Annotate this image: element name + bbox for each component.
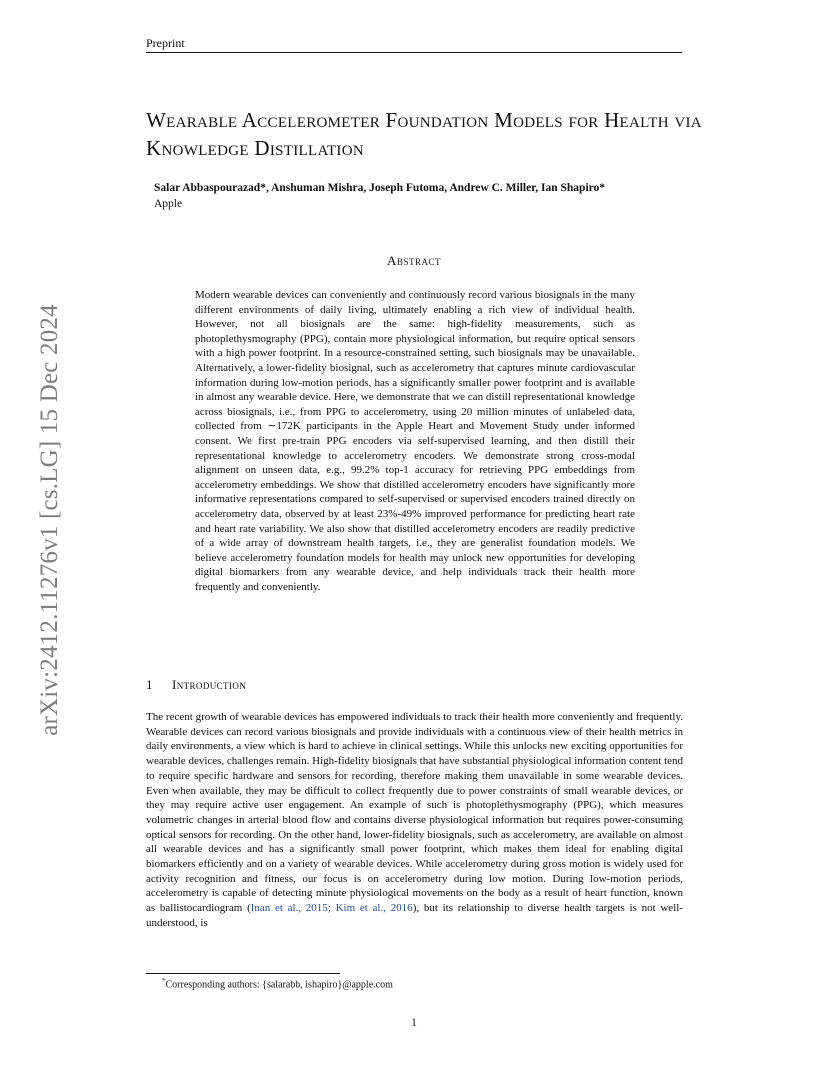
abstract-body: Modern wearable devices can conveniently and continuously record various biosignals in the many different environments of daily living, ultimately enabling a rich view of individual health. However, not all biosignals are the same: high-fidelity measurements, such as photoplethysmography (PPG), contain more physiological information, but require optical sensors with a high power footprint. In a resource-constrained setting, such biosignals may be unavailable. Alternatively, a lower-fidelity biosignal, such as accelerometry that captures minute cardiovascular information during low-motion periods, has a significantly smaller power footprint and is available in almost any wearable device. Here, we demonstrate that we can distill representational knowledge across biosignals, i.e., from PPG to accelerometry, using 20 million minutes of unlabeled data, collected from ∼172K participants in the Apple Heart and Movement Study under informed consent. We first pre-train PPG encoders via self-supervised learning, and then distill their representational knowledge to accelerometry encoders. We demonstrate strong cross-modal alignment on unseen data, e.g., 99.2% top-1 accuracy for retrieving PPG embeddings from accelerometry embeddings. We show that distilled accelerometry encoders have significantly more informative representations compared to self-supervised or supervised encoders trained directly on accelerometry data, observed by at least 23%-49% improved performance for predicting heart rate and heart rate variability. We also show that distilled accelerometry encoders are readily predictive of a wide array of downstream health targets, i.e., they are generalist foundation models. We believe accelerometry foundation models for health may unlock new opportunities for developing digital biomarkers from any wearable device, and help individuals track their health more frequently and conveniently.: [195, 289, 635, 593]
abstract-heading: Abstract: [387, 253, 441, 268]
citation-link-inan[interactable]: Inan et al., 2015: [250, 902, 328, 915]
running-header: Preprint: [146, 36, 185, 50]
intro-text: The recent growth of wearable devices has empowered individuals to track their health more conveniently and frequently. Wearable devices can record various biosignals and provide individuals with a continuous view of their health metrics in daily environments, a view which is hard to achieve in clinical settings. While this unlocks new exciting opportunities for wearable devices, challenges remain. High-fidelity biosignals that have substantial physiological information content tend to require specific hardware and sensors for recording, therefore making them unavailable in some wearable devices. Even when available, they may be difficult to collect frequently due to power constraints of small wearable devices, or they may require active user engagement. An example of such is photoplethysmography (PPG), which measures volumetric changes in arterial blood flow and contains diverse physiological information but requires power-consuming optical sensors for recording. On the other hand, lower-fidelity biosignals, such as accelerometry, are available on almost all wearable devices and has a significantly small power footprint, which makes them ideal for enabling digital biomarkers efficiently and on a variety of wearable devices. While accelerometry during gross motion is widely used for activity recognition and fitness, our focus is on accelerometry during low motion. During low-motion periods, accelerometry is capable of detecting minute physiological movements on the body as a result of heart function, known as ballistocardiogram (: [146, 711, 684, 915]
footnote: [162, 977, 393, 990]
footnote-text: Corresponding authors: {salarabb, ishapiro}@apple.com: [165, 979, 393, 991]
affiliation: Apple: [154, 198, 183, 210]
footnote-rule: [146, 973, 340, 974]
paper-title: Wearable Accelerometer Foundation Models for Health via Knowledge Distillation: [146, 108, 702, 160]
footnote-mark: *: [162, 977, 166, 985]
citation-separator: ;: [327, 902, 336, 915]
introduction-body: [146, 710, 683, 931]
section-heading-introduction: [146, 677, 246, 693]
section-title: Introduction: [172, 677, 247, 692]
intro-text-continued: ), but its relationship to diverse health targets is not well-understood, is: [146, 902, 683, 929]
author-list: Salar Abbaspourazad*, Anshuman Mishra, Joseph Futoma, Andrew C. Miller, Ian Shapiro*: [154, 182, 606, 194]
arxiv-stamp: arXiv:2412.11276v1 [cs.LG] 15 Dec 2024: [36, 304, 63, 736]
page-number: 1: [411, 1017, 417, 1029]
section-number: 1: [146, 677, 153, 692]
citation-link-kim[interactable]: Kim et al., 2016: [335, 902, 413, 915]
header-rule: [146, 52, 682, 53]
